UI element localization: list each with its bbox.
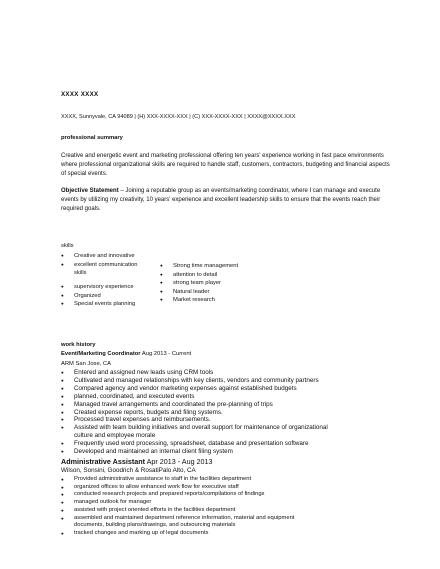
job2-title: Administrative Assistant (61, 457, 146, 466)
duty-item: ● organized offices to allow enhanced work flow for executive staff (61, 484, 294, 492)
job1-location: ARM San Jose, CA (61, 361, 111, 367)
objective-text: – Joining a reputable group as an events/marketing coordinator, where I can manage and execute events by utilizing my creativity, 10 years' experience and excellent leadership skills to ensure that the events reach their required goals. (61, 188, 381, 212)
skill-item: ● excellent communication (61, 261, 137, 270)
candidate-name: XXXX XXXX (61, 91, 99, 98)
job1-title-line (61, 351, 191, 357)
duty-item: ● Compared agency and vendor marketing expenses against established budgets (61, 385, 328, 393)
duty-item: ● Assisted with team building initiatives and overall support for maintenance of organizational (61, 424, 328, 432)
skills-list-left-cont (61, 283, 135, 309)
skill-item: ● Natural leader (160, 288, 238, 297)
work-history-heading: work history (61, 342, 96, 348)
job1-duties (61, 369, 328, 432)
job2-duties (61, 476, 294, 522)
duty-item: ● Processed travel expenses and reimbursements. (61, 416, 328, 424)
professional-summary-heading: professional summary (61, 135, 123, 141)
job1-title: Event/Marketing Coordinator (61, 351, 141, 357)
job2-duties-cont (61, 530, 208, 538)
skill-item: ● Organized (61, 292, 135, 301)
skill-item: ● Market research (160, 296, 238, 305)
duty-item: ● Cultivated and managed relationships with key clients, vendors and community partners (61, 377, 328, 385)
duty-item: ● Frequently used word processing, spreadsheet, database and presentation software (61, 440, 309, 448)
skill-item: ● Strong time management (160, 262, 238, 271)
duty-item: ● assisted with project oriented efforts in the facilities department (61, 507, 294, 515)
duty-item: ● Created expense reports, budgets and filing systems. (61, 409, 328, 417)
duty-item-continuation: culture and employee morale (74, 432, 156, 439)
skills-list-left (61, 252, 137, 269)
skills-heading: skills (61, 243, 74, 249)
skill-item: ● Special events planning (61, 300, 135, 309)
duty-item: ● conducted research projects and prepared reports/compilations of findings (61, 491, 294, 499)
duty-item: ● assembled and maintained department reference information, material and equipment (61, 515, 294, 523)
duty-item-continuation: documents, building plans/drawings, and outsourcing materials (74, 522, 236, 528)
job2-title-line (61, 457, 213, 466)
summary-paragraph: Creative and energetic event and marketing professional offering ten years' experience working in fast pace environments where professional organizational skills are required to handle staff, customers, contractors, budgeting and financial aspects of special events. (61, 153, 390, 177)
skill-item: ● attention to detail (160, 271, 238, 280)
job2-location: Wilson, Sonsini, Goodrich & RosatiPalo Alto, CA (61, 467, 196, 474)
duty-item: ● tracked changes and marking up of legal documents (61, 530, 208, 538)
duty-item: ● Managed travel arrangements and coordinated the pre-planning of trips (61, 401, 328, 409)
objective-statement (61, 187, 391, 214)
skill-item-continuation: skills (74, 270, 87, 276)
duty-item: ● managed outlook for manager (61, 499, 294, 507)
duty-item: ● planned, coordinated, and executed events (61, 393, 328, 401)
duty-item: ● Entered and assigned new leads using CRM tools (61, 369, 328, 377)
skill-item: ● strong team player (160, 279, 238, 288)
duty-item: ● Provided administrative assistance to staff in the facilities department (61, 476, 294, 484)
objective-label: Objective Statement (61, 188, 119, 194)
duty-item: ● Developed and maintained an internal client filing system (61, 448, 309, 456)
skill-item: ● supervisory experience (61, 283, 135, 292)
contact-line: XXXX, Sunnyvale, CA 94089 | (H) XXX-XXXX-XXX | (C) XXX-XXXX-XXX | XXXX@XXXX.XXX (61, 114, 296, 120)
skill-item: ● Creative and innovative (61, 252, 137, 261)
job1-duties-cont (61, 440, 309, 456)
job1-dates: Aug 2013 - Current (140, 351, 192, 357)
job2-dates: Apr 2013 - Aug 2013 (145, 457, 213, 466)
skills-list-right (160, 262, 238, 305)
